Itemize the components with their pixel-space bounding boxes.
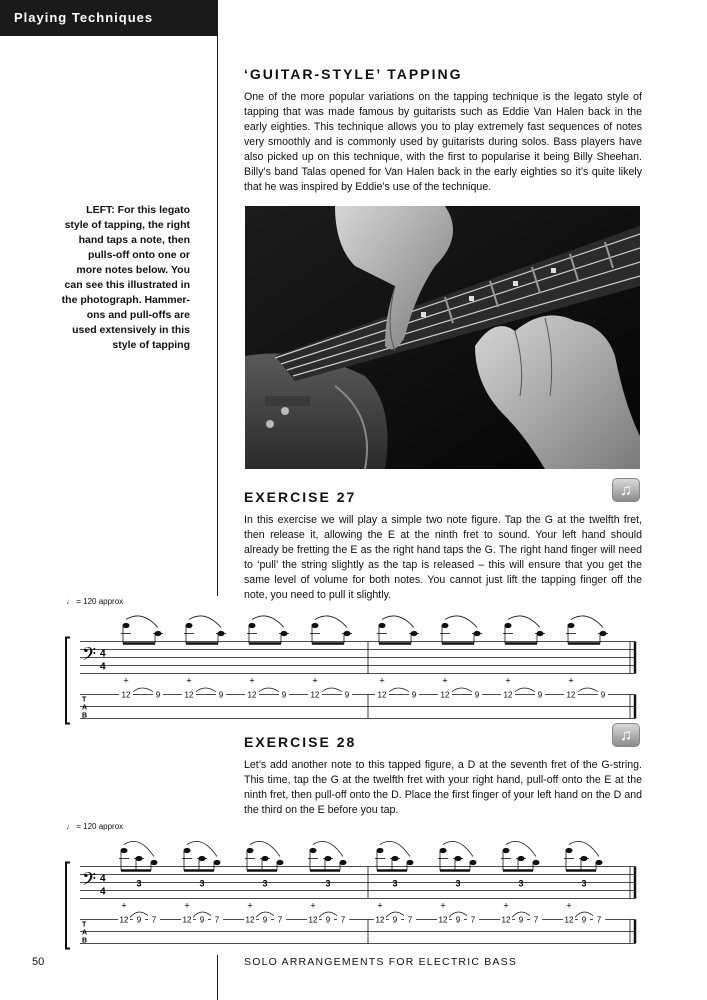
tempo-marking-2: ♩ = 120 approx: [66, 822, 124, 831]
tap-mark: +: [440, 900, 446, 911]
notehead: [407, 860, 414, 865]
tab-label-b-2: B: [82, 937, 88, 945]
exercise27-score: [60, 604, 650, 734]
tap-mark: +: [503, 900, 509, 911]
tab-number: 12: [310, 690, 320, 700]
exercise27-paragraph: In this exercise we will play a simple two note figure. Tap the G at the twelfth fret, then release it, allowing the E at the ninth fret to sound. Your left hand should already be fretting the E as the right hand taps the G. The right hand finger will need to ‘pull’ the string slightly as the tap is released – this will ensure that you get the same level of volume for both notes. You cannot just lift the tapping finger off the note, you need to pull it slightly.: [244, 514, 642, 601]
tab-number: 9: [581, 915, 587, 925]
triplet-label: 3: [392, 878, 398, 889]
section-tab: [0, 0, 218, 36]
tab-number: 12: [440, 690, 450, 700]
tap-mark: +: [247, 900, 253, 911]
slur: [571, 616, 603, 628]
exercise27-heading: EXERCISE 27: [244, 489, 357, 505]
tap-mark: +: [377, 900, 383, 911]
tab-label-t-2: T: [82, 921, 87, 929]
tab-number: 12: [247, 690, 257, 700]
slur: [189, 616, 221, 628]
tab-number: 7: [277, 915, 283, 925]
slur: [443, 841, 473, 856]
notehead: [325, 856, 332, 861]
tab-slur: [451, 688, 473, 693]
tab-number: 7: [533, 915, 539, 925]
tab-number: 12: [182, 915, 192, 925]
triplet-label: 3: [518, 878, 524, 889]
exercise28-score: [60, 829, 650, 959]
notehead: [505, 623, 512, 628]
notehead: [392, 856, 399, 861]
tab-number: 9: [600, 690, 606, 700]
tab-slur: [514, 688, 536, 693]
intro-heading: ‘GUITAR-STYLE’ TAPPING: [244, 66, 463, 82]
tab-slur: [195, 688, 217, 693]
tab-number: 12: [121, 690, 131, 700]
book-title: SOLO ARRANGEMENTS FOR ELECTRIC BASS: [244, 956, 518, 968]
tab-number: 7: [340, 915, 346, 925]
slur: [380, 841, 410, 856]
notehead: [214, 860, 221, 865]
triplet-label: 3: [136, 878, 142, 889]
tab-label-t: T: [82, 696, 87, 704]
bass-clef-icon-2: 𝄢: [82, 869, 97, 895]
tab-number: 9: [325, 915, 331, 925]
section-title: Playing Techniques: [14, 10, 154, 25]
tab-number: 9: [262, 915, 268, 925]
slur: [315, 616, 347, 628]
triplet-label: 3: [581, 878, 587, 889]
notehead: [581, 856, 588, 861]
tap-mark: +: [312, 675, 318, 686]
tap-mark: +: [121, 900, 127, 911]
tap-mark: +: [505, 675, 511, 686]
tab-number: 12: [566, 690, 576, 700]
slur: [569, 841, 599, 856]
tab-number: 12: [119, 915, 129, 925]
tab-number: 9: [537, 690, 543, 700]
tab-number: 9: [392, 915, 398, 925]
tab-number: 9: [218, 690, 224, 700]
notehead: [503, 848, 510, 853]
time-signature-top-2: 4: [100, 873, 106, 885]
notehead: [151, 860, 158, 865]
notehead: [186, 623, 193, 628]
notehead: [136, 856, 143, 861]
time-signature-top: 4: [100, 648, 106, 660]
notehead: [533, 860, 540, 865]
notehead: [340, 860, 347, 865]
notehead: [440, 848, 447, 853]
triplet-label: 3: [325, 878, 331, 889]
tap-mark: +: [184, 900, 190, 911]
column-divider: [217, 36, 218, 596]
tab-slur: [258, 688, 280, 693]
triplet-label: 3: [262, 878, 268, 889]
tab-slur: [321, 688, 343, 693]
slur: [124, 841, 154, 856]
slur: [506, 841, 536, 856]
tab-number: 7: [214, 915, 220, 925]
tab-number: 12: [245, 915, 255, 925]
tab-number: 9: [411, 690, 417, 700]
music-note-icon[interactable]: ♫: [612, 478, 640, 502]
notehead: [121, 848, 128, 853]
tab-number: 9: [155, 690, 161, 700]
slur: [445, 616, 477, 628]
notehead: [470, 860, 477, 865]
tab-number: 7: [596, 915, 602, 925]
bass-clef-icon: 𝄢: [82, 644, 97, 670]
tapping-photo: [245, 206, 640, 469]
slur: [382, 616, 414, 628]
tap-mark: +: [442, 675, 448, 686]
tab-number: 12: [375, 915, 385, 925]
notehead: [277, 860, 284, 865]
triplet-label: 3: [455, 878, 461, 889]
tab-number: 7: [151, 915, 157, 925]
photo-caption: LEFT: For this legato style of tapping, the right hand taps a note, then pulls-off onto one or more notes below. You can see this illustrated in the photograph. Hammer-ons and pull-offs are used extensively in this style of tapping: [61, 204, 190, 351]
time-signature-bottom-2: 4: [100, 886, 106, 898]
notehead: [455, 856, 462, 861]
exercise28-paragraph: Let’s add another note to this tapped figure, a D at the seventh fret of the G-string. This time, tap the G at the twelfth fret with your right hand, pull-off onto the E at the ninth fret, then pull-off onto the D. Place the first finger of your left hand on the D and the third on the E before you tap.: [244, 759, 642, 816]
slur: [187, 841, 217, 856]
time-signature-bottom: 4: [100, 661, 106, 673]
footer-divider: [217, 955, 218, 1000]
tab-number: 12: [564, 915, 574, 925]
tab-number: 9: [455, 915, 461, 925]
tab-slur: [388, 688, 410, 693]
slur: [126, 616, 158, 628]
tab-number: 9: [344, 690, 350, 700]
notehead: [566, 848, 573, 853]
tab-number: 12: [308, 915, 318, 925]
tab-number: 12: [501, 915, 511, 925]
slur: [250, 841, 280, 856]
tap-mark: +: [568, 675, 574, 686]
tab-number: 12: [438, 915, 448, 925]
tab-label-a-2: A: [82, 929, 88, 937]
tab-number: 9: [518, 915, 524, 925]
notehead: [379, 623, 386, 628]
slur: [252, 616, 284, 628]
tab-number: 7: [407, 915, 413, 925]
notehead: [123, 623, 130, 628]
tab-number: 12: [503, 690, 513, 700]
tempo-marking: ♩ = 120 approx: [66, 597, 124, 606]
tempo-text-2: = 120 approx: [76, 822, 124, 831]
notehead: [247, 848, 254, 853]
tap-mark: +: [379, 675, 385, 686]
notehead: [199, 856, 206, 861]
exercise28-heading: EXERCISE 28: [244, 734, 357, 750]
tab-label-b: B: [82, 712, 88, 720]
slur: [508, 616, 540, 628]
page-number: 50: [32, 956, 45, 968]
music-note-icon-2[interactable]: ♫: [612, 723, 640, 747]
tab-number: 7: [470, 915, 476, 925]
tab-slur: [132, 688, 154, 693]
tab-number: 9: [474, 690, 480, 700]
notehead: [568, 623, 575, 628]
notehead: [377, 848, 384, 853]
tap-mark: +: [123, 675, 129, 686]
tab-number: 9: [281, 690, 287, 700]
notehead: [184, 848, 191, 853]
notehead: [442, 623, 449, 628]
tab-label-a: A: [82, 704, 88, 712]
tab-slur: [577, 688, 599, 693]
tab-number: 9: [136, 915, 142, 925]
tab-number: 12: [377, 690, 387, 700]
intro-paragraph: One of the more popular variations on the tapping technique is the legato style of tapping that was made famous by guitarists such as Eddie Van Halen back in the early eighties. This technique allows you to play extremely fast sequences of notes very smoothly and is commonly used by guitarists during solos. Bass players have also picked up on this technique, with the first to popularise it being Billy Sheehan. Billy’s band Talas opened for Van Halen back in the early eighties so it’s quite likely that he was inspired by Eddie’s use of the technique.: [244, 91, 642, 193]
notehead: [312, 623, 319, 628]
tap-mark: +: [249, 675, 255, 686]
notehead: [310, 848, 317, 853]
notehead: [249, 623, 256, 628]
tap-mark: +: [310, 900, 316, 911]
notehead: [262, 856, 269, 861]
slur: [313, 841, 343, 856]
tap-mark: +: [186, 675, 192, 686]
tap-mark: +: [566, 900, 572, 911]
tempo-text: = 120 approx: [76, 597, 124, 606]
notehead: [596, 860, 603, 865]
tab-number: 12: [184, 690, 194, 700]
triplet-label: 3: [199, 878, 205, 889]
tab-number: 9: [199, 915, 205, 925]
notehead: [518, 856, 525, 861]
